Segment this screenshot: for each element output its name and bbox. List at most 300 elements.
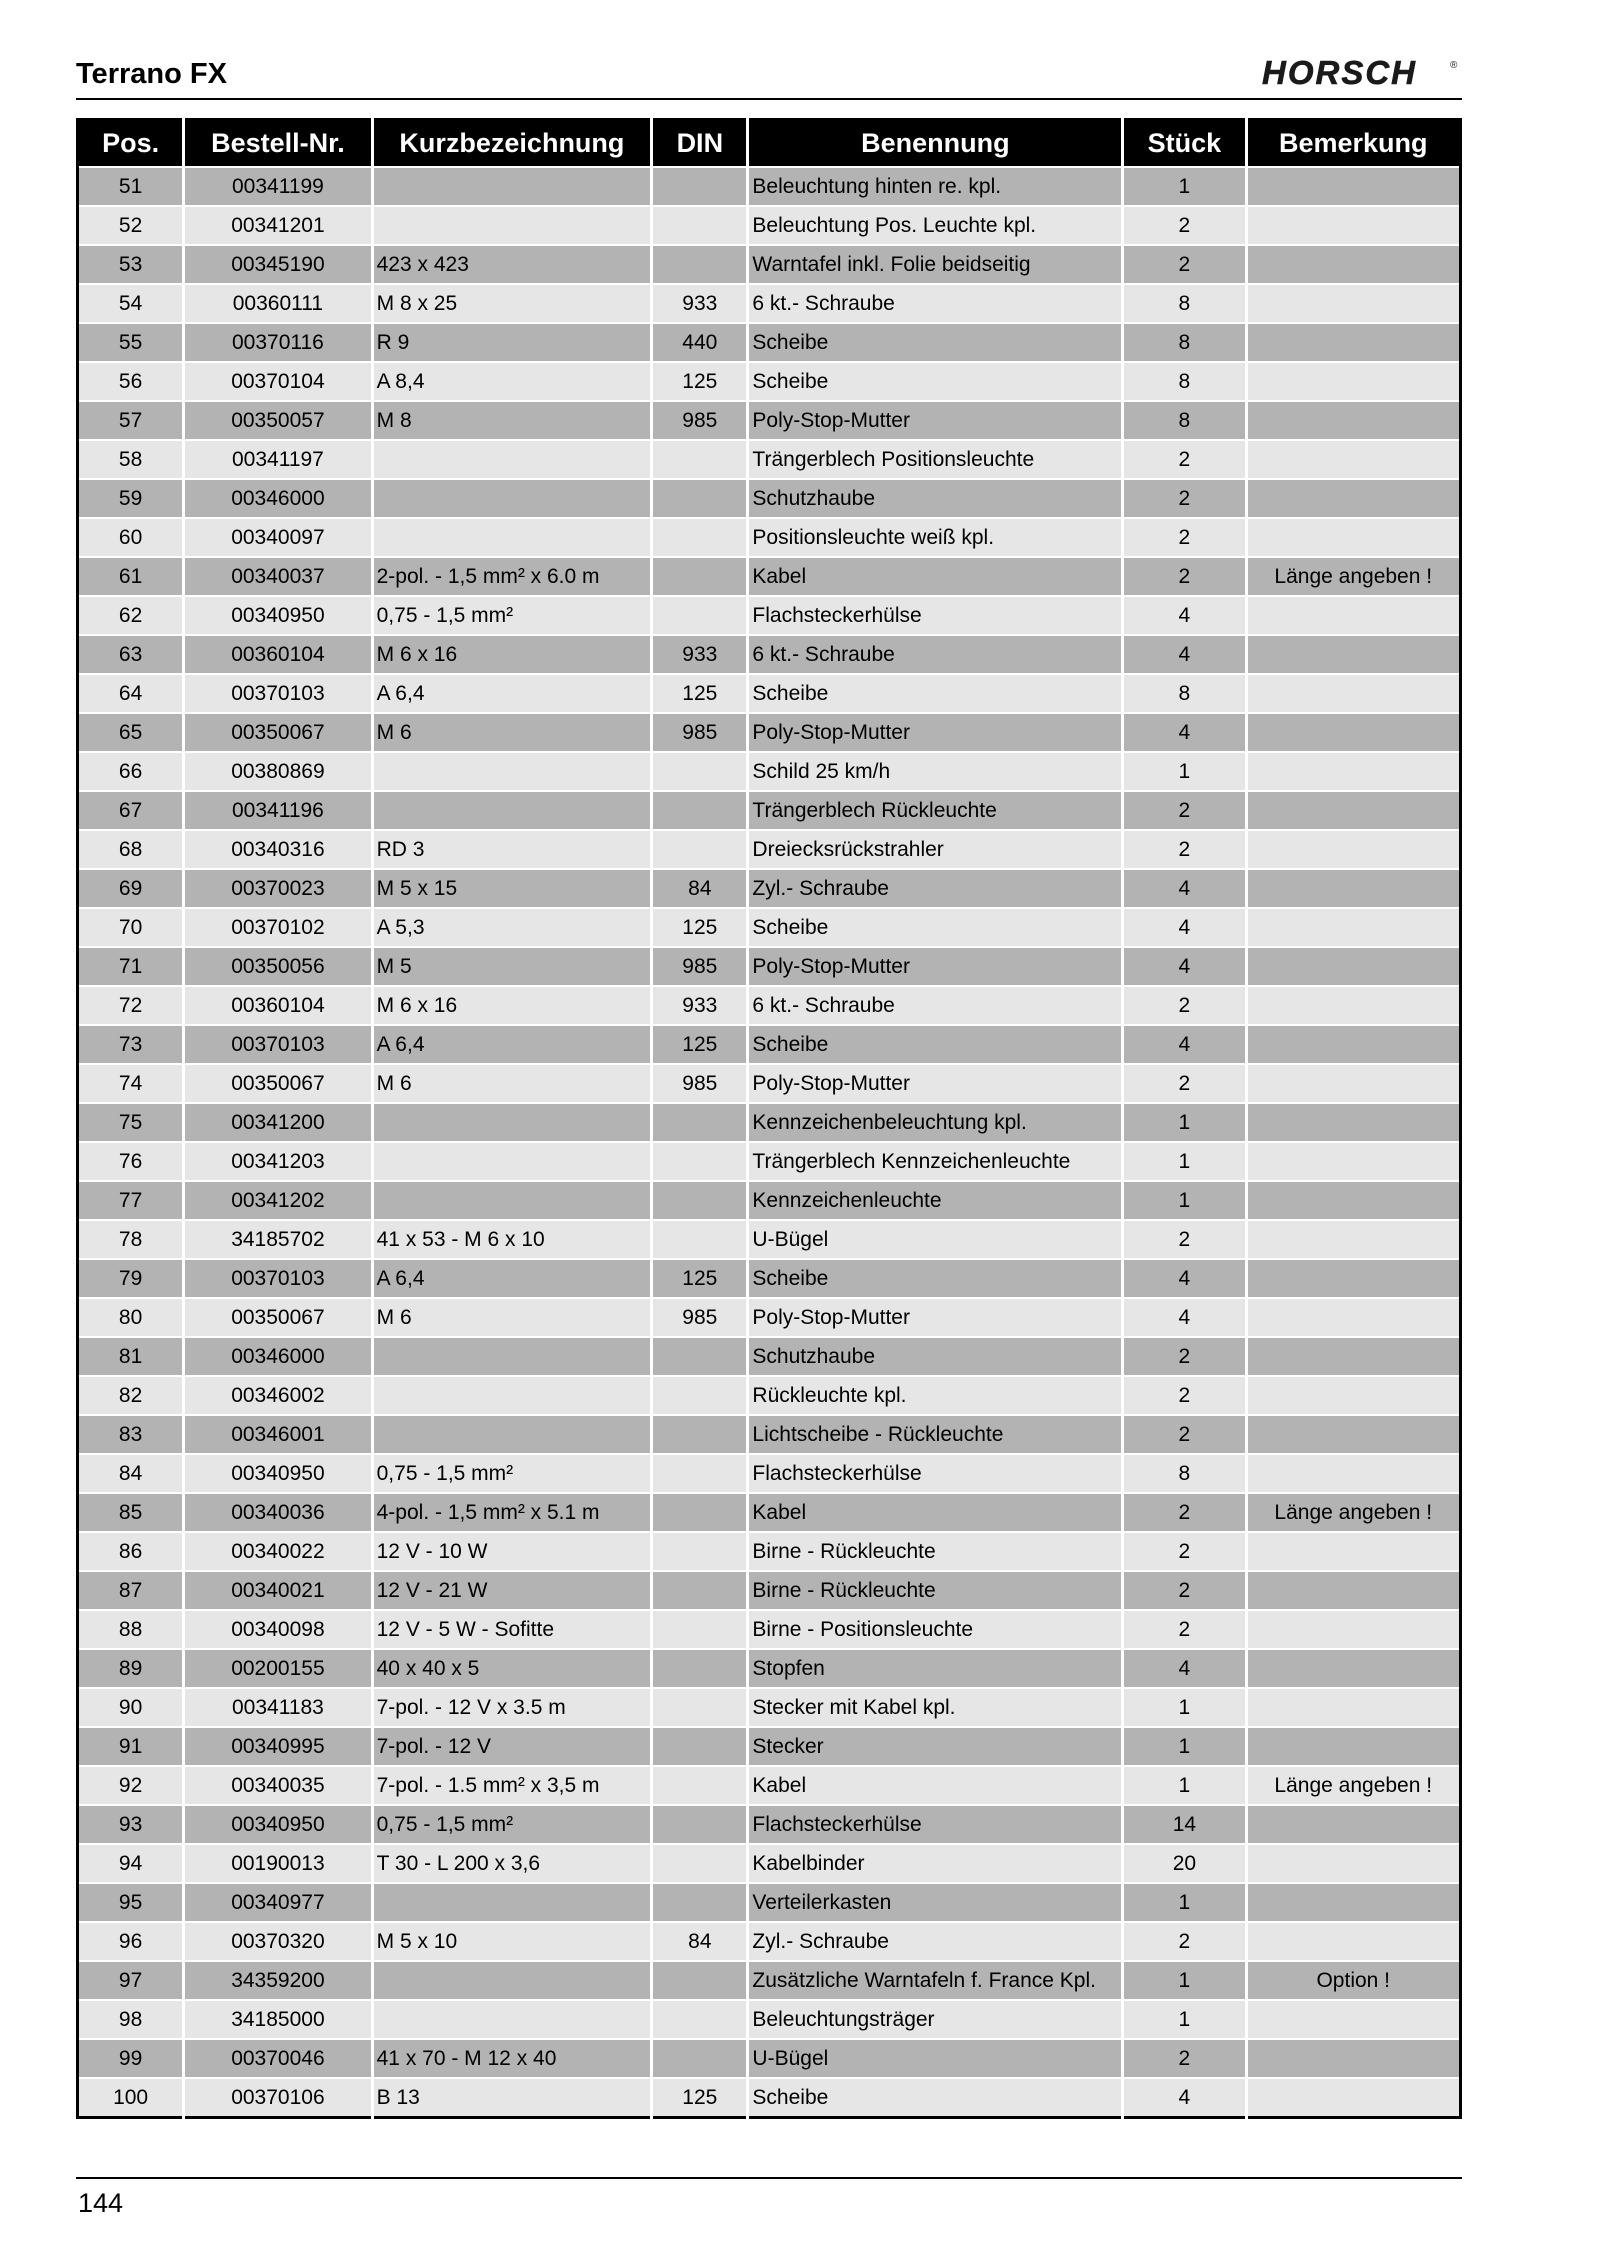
cell-bemerkung xyxy=(1246,518,1461,557)
cell-pos: 73 xyxy=(78,1025,184,1064)
cell-bestell-nr: 00341196 xyxy=(184,791,372,830)
cell-bestell-nr: 00340950 xyxy=(184,596,372,635)
cell-kurzbezeichnung: 7-pol. - 12 V x 3.5 m xyxy=(372,1688,652,1727)
cell-bestell-nr: 00345190 xyxy=(184,245,372,284)
cell-bemerkung xyxy=(1246,323,1461,362)
cell-kurzbezeichnung xyxy=(372,2000,652,2039)
cell-stueck: 4 xyxy=(1123,1649,1246,1688)
table-row xyxy=(78,752,1461,791)
cell-stueck: 2 xyxy=(1123,791,1246,830)
cell-pos: 91 xyxy=(78,1727,184,1766)
cell-bestell-nr: 00340098 xyxy=(184,1610,372,1649)
cell-stueck: 1 xyxy=(1123,1688,1246,1727)
table-row xyxy=(78,1220,1461,1259)
cell-kurzbezeichnung: M 6 x 16 xyxy=(372,635,652,674)
cell-pos: 58 xyxy=(78,440,184,479)
cell-bemerkung xyxy=(1246,1844,1461,1883)
table-row xyxy=(78,2000,1461,2039)
cell-din xyxy=(652,830,748,869)
cell-bemerkung xyxy=(1246,1376,1461,1415)
cell-din xyxy=(652,1220,748,1259)
table-row xyxy=(78,986,1461,1025)
cell-din xyxy=(652,167,748,206)
column-header-bestell-nr: Bestell-Nr. xyxy=(184,120,372,168)
table-row xyxy=(78,1181,1461,1220)
cell-pos: 83 xyxy=(78,1415,184,1454)
cell-pos: 55 xyxy=(78,323,184,362)
cell-stueck: 2 xyxy=(1123,1610,1246,1649)
cell-bestell-nr: 00370106 xyxy=(184,2078,372,2118)
cell-din: 125 xyxy=(652,908,748,947)
cell-pos: 76 xyxy=(78,1142,184,1181)
cell-kurzbezeichnung: R 9 xyxy=(372,323,652,362)
table-row xyxy=(78,206,1461,245)
cell-din xyxy=(652,1610,748,1649)
cell-bemerkung xyxy=(1246,206,1461,245)
cell-din xyxy=(652,1376,748,1415)
cell-benennung: Positionsleuchte weiß kpl. xyxy=(748,518,1123,557)
cell-din: 84 xyxy=(652,869,748,908)
cell-benennung: Schutzhaube xyxy=(748,1337,1123,1376)
cell-pos: 56 xyxy=(78,362,184,401)
cell-din xyxy=(652,2039,748,2078)
cell-benennung: Stopfen xyxy=(748,1649,1123,1688)
cell-bestell-nr: 00370103 xyxy=(184,1025,372,1064)
cell-bemerkung xyxy=(1246,1688,1461,1727)
cell-bemerkung xyxy=(1246,1805,1461,1844)
page-header xyxy=(76,52,1462,98)
cell-bemerkung xyxy=(1246,362,1461,401)
table-row xyxy=(78,2039,1461,2078)
cell-benennung: Scheibe xyxy=(748,2078,1123,2118)
cell-din xyxy=(652,1532,748,1571)
cell-benennung: Kabelbinder xyxy=(748,1844,1123,1883)
cell-stueck: 1 xyxy=(1123,1181,1246,1220)
cell-stueck: 4 xyxy=(1123,1298,1246,1337)
cell-din: 125 xyxy=(652,2078,748,2118)
cell-bestell-nr: 00370104 xyxy=(184,362,372,401)
cell-kurzbezeichnung: A 6,4 xyxy=(372,1025,652,1064)
table-row xyxy=(78,245,1461,284)
cell-pos: 71 xyxy=(78,947,184,986)
cell-bemerkung xyxy=(1246,830,1461,869)
table-row xyxy=(78,713,1461,752)
cell-stueck: 1 xyxy=(1123,1883,1246,1922)
table-row xyxy=(78,1883,1461,1922)
cell-bemerkung xyxy=(1246,1064,1461,1103)
cell-stueck: 4 xyxy=(1123,1025,1246,1064)
cell-kurzbezeichnung: 12 V - 10 W xyxy=(372,1532,652,1571)
cell-din xyxy=(652,245,748,284)
cell-bestell-nr: 00340950 xyxy=(184,1805,372,1844)
cell-benennung: Trängerblech Positionsleuchte xyxy=(748,440,1123,479)
table-row xyxy=(78,1298,1461,1337)
cell-kurzbezeichnung: T 30 - L 200 x 3,6 xyxy=(372,1844,652,1883)
cell-kurzbezeichnung xyxy=(372,752,652,791)
cell-bemerkung xyxy=(1246,401,1461,440)
cell-din: 933 xyxy=(652,635,748,674)
cell-stueck: 1 xyxy=(1123,1727,1246,1766)
table-row xyxy=(78,323,1461,362)
cell-pos: 51 xyxy=(78,167,184,206)
table-row xyxy=(78,947,1461,986)
cell-kurzbezeichnung xyxy=(372,1961,652,2000)
cell-bestell-nr: 00350067 xyxy=(184,1298,372,1337)
cell-pos: 94 xyxy=(78,1844,184,1883)
cell-stueck: 2 xyxy=(1123,1415,1246,1454)
cell-bemerkung: Länge angeben ! xyxy=(1246,1766,1461,1805)
cell-kurzbezeichnung: 7-pol. - 1.5 mm² x 3,5 m xyxy=(372,1766,652,1805)
cell-stueck: 2 xyxy=(1123,245,1246,284)
cell-benennung: Schutzhaube xyxy=(748,479,1123,518)
cell-stueck: 8 xyxy=(1123,362,1246,401)
table-row xyxy=(78,1961,1461,2000)
cell-bestell-nr: 00340995 xyxy=(184,1727,372,1766)
cell-pos: 81 xyxy=(78,1337,184,1376)
cell-stueck: 1 xyxy=(1123,752,1246,791)
cell-bemerkung xyxy=(1246,245,1461,284)
table-row xyxy=(78,1727,1461,1766)
cell-bemerkung xyxy=(1246,1649,1461,1688)
cell-benennung: Beleuchtungsträger xyxy=(748,2000,1123,2039)
cell-pos: 92 xyxy=(78,1766,184,1805)
column-header-benennung: Benennung xyxy=(748,120,1123,168)
column-header-pos: Pos. xyxy=(78,120,184,168)
cell-stueck: 1 xyxy=(1123,2000,1246,2039)
cell-kurzbezeichnung: M 6 xyxy=(372,713,652,752)
cell-bestell-nr: 00346000 xyxy=(184,1337,372,1376)
cell-stueck: 8 xyxy=(1123,674,1246,713)
cell-din xyxy=(652,791,748,830)
cell-bemerkung xyxy=(1246,635,1461,674)
cell-bemerkung xyxy=(1246,1259,1461,1298)
table-row xyxy=(78,1259,1461,1298)
table-row xyxy=(78,1376,1461,1415)
cell-bemerkung xyxy=(1246,284,1461,323)
table-header-row xyxy=(78,120,1461,168)
cell-din xyxy=(652,1337,748,1376)
table-row xyxy=(78,1103,1461,1142)
cell-benennung: Dreiecksrückstrahler xyxy=(748,830,1123,869)
cell-kurzbezeichnung: 12 V - 5 W - Sofitte xyxy=(372,1610,652,1649)
cell-pos: 78 xyxy=(78,1220,184,1259)
cell-din xyxy=(652,1103,748,1142)
cell-bemerkung xyxy=(1246,440,1461,479)
cell-pos: 80 xyxy=(78,1298,184,1337)
cell-stueck: 2 xyxy=(1123,2039,1246,2078)
cell-bestell-nr: 34185000 xyxy=(184,2000,372,2039)
cell-stueck: 1 xyxy=(1123,1142,1246,1181)
cell-stueck: 2 xyxy=(1123,1376,1246,1415)
cell-bestell-nr: 00341199 xyxy=(184,167,372,206)
cell-bemerkung xyxy=(1246,479,1461,518)
cell-pos: 57 xyxy=(78,401,184,440)
cell-stueck: 4 xyxy=(1123,869,1246,908)
cell-kurzbezeichnung xyxy=(372,440,652,479)
table-row xyxy=(78,1025,1461,1064)
cell-stueck: 4 xyxy=(1123,1259,1246,1298)
cell-bemerkung xyxy=(1246,752,1461,791)
cell-benennung: Zusätzliche Warntafeln f. France Kpl. xyxy=(748,1961,1123,2000)
cell-bestell-nr: 00350067 xyxy=(184,1064,372,1103)
cell-pos: 98 xyxy=(78,2000,184,2039)
cell-stueck: 2 xyxy=(1123,479,1246,518)
cell-stueck: 1 xyxy=(1123,1103,1246,1142)
cell-din xyxy=(652,1961,748,2000)
cell-benennung: Kabel xyxy=(748,1766,1123,1805)
cell-bemerkung xyxy=(1246,1181,1461,1220)
cell-pos: 90 xyxy=(78,1688,184,1727)
cell-pos: 82 xyxy=(78,1376,184,1415)
cell-benennung: Flachsteckerhülse xyxy=(748,1805,1123,1844)
cell-bestell-nr: 34359200 xyxy=(184,1961,372,2000)
cell-bestell-nr: 00360111 xyxy=(184,284,372,323)
cell-bestell-nr: 00370023 xyxy=(184,869,372,908)
cell-bemerkung xyxy=(1246,1454,1461,1493)
table-row xyxy=(78,1688,1461,1727)
cell-benennung: Scheibe xyxy=(748,1259,1123,1298)
cell-benennung: 6 kt.- Schraube xyxy=(748,284,1123,323)
cell-din xyxy=(652,1844,748,1883)
cell-din xyxy=(652,1493,748,1532)
cell-bestell-nr: 00340035 xyxy=(184,1766,372,1805)
table-row xyxy=(78,518,1461,557)
table-row xyxy=(78,167,1461,206)
horsch-logo xyxy=(1262,54,1462,90)
cell-din xyxy=(652,1181,748,1220)
cell-pos: 95 xyxy=(78,1883,184,1922)
table-row xyxy=(78,596,1461,635)
cell-bestell-nr: 00341203 xyxy=(184,1142,372,1181)
cell-bemerkung xyxy=(1246,947,1461,986)
cell-benennung: 6 kt.- Schraube xyxy=(748,635,1123,674)
cell-bestell-nr: 00360104 xyxy=(184,986,372,1025)
cell-bestell-nr: 00340036 xyxy=(184,1493,372,1532)
logo-wordmark: HORSCH xyxy=(1262,54,1418,90)
cell-stueck: 4 xyxy=(1123,635,1246,674)
cell-kurzbezeichnung: M 5 x 10 xyxy=(372,1922,652,1961)
cell-pos: 85 xyxy=(78,1493,184,1532)
cell-pos: 66 xyxy=(78,752,184,791)
cell-kurzbezeichnung: 41 x 70 - M 12 x 40 xyxy=(372,2039,652,2078)
cell-benennung: Scheibe xyxy=(748,908,1123,947)
cell-bestell-nr: 00370102 xyxy=(184,908,372,947)
table-row xyxy=(78,1493,1461,1532)
cell-kurzbezeichnung: A 6,4 xyxy=(372,1259,652,1298)
cell-benennung: Stecker mit Kabel kpl. xyxy=(748,1688,1123,1727)
cell-kurzbezeichnung: 40 x 40 x 5 xyxy=(372,1649,652,1688)
cell-bemerkung xyxy=(1246,167,1461,206)
cell-pos: 52 xyxy=(78,206,184,245)
cell-kurzbezeichnung xyxy=(372,1883,652,1922)
cell-stueck: 4 xyxy=(1123,947,1246,986)
table-row xyxy=(78,1142,1461,1181)
cell-din: 985 xyxy=(652,1298,748,1337)
cell-kurzbezeichnung: 41 x 53 - M 6 x 10 xyxy=(372,1220,652,1259)
cell-bestell-nr: 00370103 xyxy=(184,674,372,713)
cell-kurzbezeichnung xyxy=(372,1415,652,1454)
cell-pos: 64 xyxy=(78,674,184,713)
cell-bemerkung xyxy=(1246,1025,1461,1064)
cell-pos: 86 xyxy=(78,1532,184,1571)
cell-pos: 79 xyxy=(78,1259,184,1298)
table-row xyxy=(78,284,1461,323)
cell-bemerkung: Länge angeben ! xyxy=(1246,557,1461,596)
cell-bestell-nr: 00360104 xyxy=(184,635,372,674)
page-number: 144 xyxy=(78,2188,124,2218)
cell-stueck: 4 xyxy=(1123,713,1246,752)
cell-bestell-nr: 00346002 xyxy=(184,1376,372,1415)
cell-kurzbezeichnung: 423 x 423 xyxy=(372,245,652,284)
cell-kurzbezeichnung xyxy=(372,167,652,206)
cell-pos: 53 xyxy=(78,245,184,284)
cell-benennung: Flachsteckerhülse xyxy=(748,1454,1123,1493)
cell-bemerkung xyxy=(1246,2039,1461,2078)
logo-registered-mark: ® xyxy=(1450,60,1458,71)
cell-kurzbezeichnung xyxy=(372,1142,652,1181)
cell-kurzbezeichnung: M 8 xyxy=(372,401,652,440)
cell-kurzbezeichnung: 2-pol. - 1,5 mm² x 6.0 m xyxy=(372,557,652,596)
cell-pos: 60 xyxy=(78,518,184,557)
table-row xyxy=(78,1844,1461,1883)
cell-bemerkung xyxy=(1246,1220,1461,1259)
table-row xyxy=(78,1805,1461,1844)
cell-kurzbezeichnung: 7-pol. - 12 V xyxy=(372,1727,652,1766)
cell-bemerkung xyxy=(1246,1532,1461,1571)
cell-kurzbezeichnung: M 6 xyxy=(372,1064,652,1103)
cell-kurzbezeichnung xyxy=(372,1103,652,1142)
cell-kurzbezeichnung: A 5,3 xyxy=(372,908,652,947)
cell-bemerkung xyxy=(1246,986,1461,1025)
cell-bemerkung xyxy=(1246,1103,1461,1142)
cell-pos: 88 xyxy=(78,1610,184,1649)
cell-stueck: 1 xyxy=(1123,1961,1246,2000)
cell-din: 125 xyxy=(652,674,748,713)
cell-din xyxy=(652,596,748,635)
cell-bestell-nr: 00340977 xyxy=(184,1883,372,1922)
cell-pos: 68 xyxy=(78,830,184,869)
table-row xyxy=(78,1766,1461,1805)
cell-bemerkung xyxy=(1246,2000,1461,2039)
cell-pos: 67 xyxy=(78,791,184,830)
cell-bemerkung xyxy=(1246,1298,1461,1337)
cell-din: 985 xyxy=(652,947,748,986)
cell-benennung: Stecker xyxy=(748,1727,1123,1766)
cell-bemerkung xyxy=(1246,674,1461,713)
parts-table xyxy=(76,118,1462,2119)
table-row xyxy=(78,1610,1461,1649)
cell-bemerkung: Option ! xyxy=(1246,1961,1461,2000)
cell-stueck: 2 xyxy=(1123,830,1246,869)
cell-stueck: 4 xyxy=(1123,2078,1246,2118)
cell-din: 985 xyxy=(652,713,748,752)
cell-pos: 100 xyxy=(78,2078,184,2118)
cell-benennung: Poly-Stop-Mutter xyxy=(748,401,1123,440)
cell-din: 125 xyxy=(652,1259,748,1298)
cell-benennung: Zyl.- Schraube xyxy=(748,869,1123,908)
cell-stueck: 1 xyxy=(1123,1766,1246,1805)
cell-stueck: 2 xyxy=(1123,1337,1246,1376)
cell-kurzbezeichnung: M 6 x 16 xyxy=(372,986,652,1025)
cell-bemerkung: Länge angeben ! xyxy=(1246,1493,1461,1532)
cell-benennung: Trängerblech Rückleuchte xyxy=(748,791,1123,830)
cell-bestell-nr: 00340950 xyxy=(184,1454,372,1493)
column-header-stueck: Stück xyxy=(1123,120,1246,168)
cell-benennung: Kabel xyxy=(748,557,1123,596)
cell-din xyxy=(652,479,748,518)
cell-kurzbezeichnung xyxy=(372,518,652,557)
cell-pos: 75 xyxy=(78,1103,184,1142)
cell-benennung: 6 kt.- Schraube xyxy=(748,986,1123,1025)
svg-text:® xyxy=(1450,60,1458,71)
cell-din xyxy=(652,440,748,479)
cell-stueck: 8 xyxy=(1123,284,1246,323)
table-row xyxy=(78,362,1461,401)
cell-kurzbezeichnung: 4-pol. - 1,5 mm² x 5.1 m xyxy=(372,1493,652,1532)
cell-din xyxy=(652,1805,748,1844)
cell-bemerkung xyxy=(1246,791,1461,830)
cell-bestell-nr: 00340097 xyxy=(184,518,372,557)
cell-bemerkung xyxy=(1246,1883,1461,1922)
cell-benennung: Rückleuchte kpl. xyxy=(748,1376,1123,1415)
cell-din: 985 xyxy=(652,401,748,440)
cell-bemerkung xyxy=(1246,1415,1461,1454)
cell-din xyxy=(652,1727,748,1766)
cell-benennung: Scheibe xyxy=(748,1025,1123,1064)
cell-benennung: Kennzeichenleuchte xyxy=(748,1181,1123,1220)
cell-bemerkung xyxy=(1246,596,1461,635)
cell-bemerkung xyxy=(1246,869,1461,908)
cell-stueck: 1 xyxy=(1123,167,1246,206)
cell-bemerkung xyxy=(1246,908,1461,947)
cell-pos: 62 xyxy=(78,596,184,635)
cell-pos: 74 xyxy=(78,1064,184,1103)
cell-bestell-nr: 00370046 xyxy=(184,2039,372,2078)
table-row xyxy=(78,1649,1461,1688)
cell-benennung: Scheibe xyxy=(748,362,1123,401)
cell-kurzbezeichnung: 0,75 - 1,5 mm² xyxy=(372,1805,652,1844)
cell-din xyxy=(652,752,748,791)
cell-bestell-nr: 00341201 xyxy=(184,206,372,245)
cell-benennung: Scheibe xyxy=(748,323,1123,362)
cell-benennung: Trängerblech Kennzeichenleuchte xyxy=(748,1142,1123,1181)
cell-benennung: Birne - Rückleuchte xyxy=(748,1571,1123,1610)
cell-stueck: 2 xyxy=(1123,1532,1246,1571)
column-header-kurzbezeichnung: Kurzbezeichnung xyxy=(372,120,652,168)
cell-bestell-nr: 00370320 xyxy=(184,1922,372,1961)
cell-bestell-nr: 00340037 xyxy=(184,557,372,596)
table-row xyxy=(78,479,1461,518)
cell-bestell-nr: 00340022 xyxy=(184,1532,372,1571)
cell-bestell-nr: 00350057 xyxy=(184,401,372,440)
cell-din xyxy=(652,2000,748,2039)
table-row xyxy=(78,830,1461,869)
table-row xyxy=(78,869,1461,908)
cell-stueck: 8 xyxy=(1123,401,1246,440)
cell-pos: 63 xyxy=(78,635,184,674)
cell-benennung: Beleuchtung hinten re. kpl. xyxy=(748,167,1123,206)
cell-pos: 54 xyxy=(78,284,184,323)
cell-kurzbezeichnung: 12 V - 21 W xyxy=(372,1571,652,1610)
cell-bestell-nr: 00340021 xyxy=(184,1571,372,1610)
cell-bestell-nr: 00350067 xyxy=(184,713,372,752)
cell-bestell-nr: 00350056 xyxy=(184,947,372,986)
cell-pos: 99 xyxy=(78,2039,184,2078)
cell-din: 125 xyxy=(652,1025,748,1064)
cell-din: 84 xyxy=(652,1922,748,1961)
cell-bestell-nr: 00190013 xyxy=(184,1844,372,1883)
column-header-bemerkung: Bemerkung xyxy=(1246,120,1461,168)
